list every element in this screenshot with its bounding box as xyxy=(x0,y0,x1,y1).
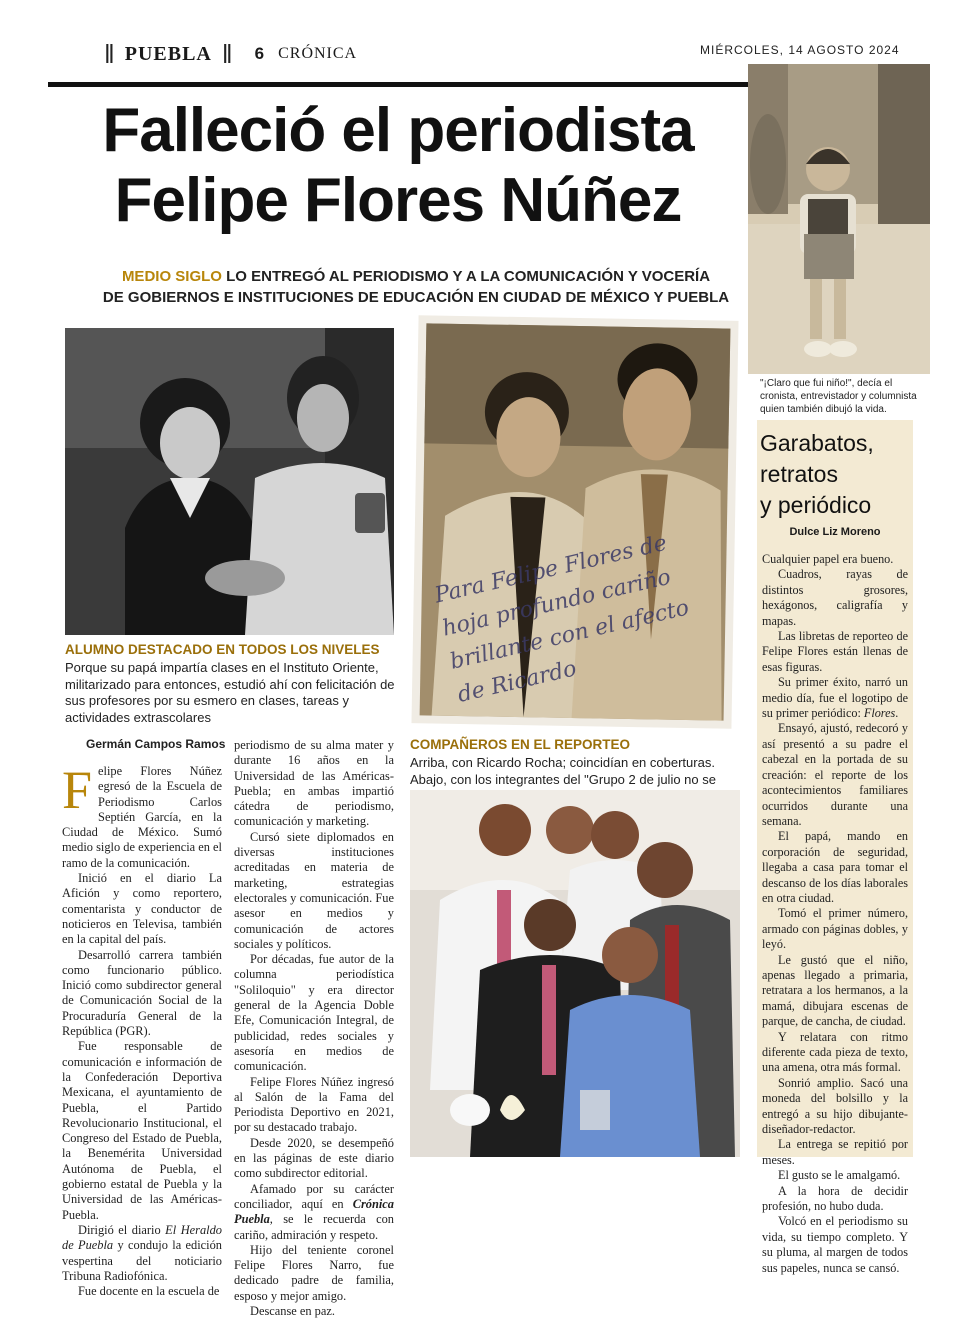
page-number: 6 xyxy=(254,44,265,63)
subheadline xyxy=(86,266,746,308)
paragraph: A la hora de decidir profesión, no hubo duda. xyxy=(762,1183,908,1214)
paragraph: Por décadas, fue autor de la columna periodística "Soliloquio" y era director general de la Agencia Doble Efe, Comunicación Integral, de publicidad, redes sociales y asesoría en medios de comunicación. xyxy=(234,952,394,1074)
article-column-1 xyxy=(62,760,223,1299)
paragraph: Su primer éxito, narró un medio día, fue el logotipo de su primer periódico: Flores. xyxy=(762,675,908,721)
article-byline: Germán Campos Ramos xyxy=(86,737,226,751)
paragraph: elipe Flores Núñez egresó de la Escuela de Periodismo Carlos Septién García, en la Ciudad de México. Sumó medio siglo de experiencia en el ramo de la comunicación. xyxy=(62,764,222,870)
newspaper-name: El Heraldo de Puebla xyxy=(62,1222,222,1253)
sidebar-title-line: Garabatos, xyxy=(760,430,874,456)
autograph-signature: Para Felipe Flores de hoja profundo cariño brillante con el afecto de Ricardo xyxy=(432,530,692,708)
sidebar-text xyxy=(762,552,908,1276)
divider: ‖ xyxy=(104,39,115,69)
paragraph: Ensayó, ajustó, redecoró y así presentó a su padre el cabezal en la portada de su creación: el reporte de los acontecimientos familiares ocurridos durante una semana. xyxy=(762,721,908,828)
sidebar-title-line: y periódico xyxy=(760,492,872,518)
group-photo xyxy=(410,790,740,1157)
autographed-photo xyxy=(411,315,738,729)
text: , se le recuerda con cariño, admiración y respeto. xyxy=(234,1212,394,1242)
paragraph: Tomó el primer número, armado con páginas dobles, y leyó. xyxy=(762,906,908,952)
headline-line-1: Falleció el periodista xyxy=(102,96,694,165)
paragraph xyxy=(62,1223,222,1284)
paragraph: Inició en el diario La Afición y como reportero, comentarista y conductor de noticieros en Televisa, también en la capital del país. xyxy=(62,871,222,947)
paragraph: Hijo del teniente coronel Felipe Flores Narro, fue dedicado padre de familia, esposo y mejor amigo. xyxy=(234,1242,394,1303)
subhead-text: LO ENTREGÓ AL PERIODISMO Y A LA COMUNICACIÓN Y VOCERÍA xyxy=(221,268,711,285)
headline-line-2: Felipe Flores Núñez xyxy=(114,166,682,235)
student-photo-title: ALUMNO DESTACADO EN TODOS LOS NIVELES xyxy=(65,642,380,657)
paragraph: Felipe Flores Núñez ingresó al Salón de la Fama del Periodista Deportivo en 2021, por su destacado trabajo. xyxy=(234,1074,394,1135)
paragraph: Cuadros, rayas de distintos grosores, hexágonos, caligrafía y mapas. xyxy=(762,567,908,628)
paragraph: Fue docente en la escuela de xyxy=(78,1284,220,1299)
sidebar-byline: Dulce Liz Moreno xyxy=(789,526,881,538)
paragraph: El gusto se le amalgamó. xyxy=(778,1168,901,1183)
paragraph xyxy=(234,1182,394,1243)
newspaper-name: Crónica Puebla xyxy=(234,1196,394,1227)
paragraph: Cualquier papel era bueno. xyxy=(762,552,894,566)
sidebar-title-line: retratos xyxy=(760,461,838,487)
paragraph: Sonrió amplio. Sacó una moneda del bolsillo y la entregó a su hijo dibujante-diseñador-redactor. xyxy=(762,1075,908,1137)
paragraph: Le gustó que el niño, apenas llegado a primaria, retratara a los hermanos, a la mamá, dibujara escenas de parque, de cancha, de ciudad. xyxy=(762,952,908,1029)
subhead-line-2: DE GOBIERNOS E INSTITUCIONES DE EDUCACIÓN EN CIUDAD DE MÉXICO Y PUEBLA xyxy=(102,289,730,306)
paragraph: Desde 2020, se desempeñó en las páginas de este diario como subdirector editorial. xyxy=(234,1135,394,1181)
issue-date: MIÉRCOLES, 14 AGOSTO 2024 xyxy=(700,43,900,57)
text: Su primer éxito, narró un medio día, fue el logotipo de su primer periódico: xyxy=(762,675,908,721)
colleagues-photo-title: COMPAÑEROS EN EL REPORTEO xyxy=(410,737,631,752)
subhead-accent: MEDIO SIGLO xyxy=(121,268,222,285)
student-photo xyxy=(65,328,394,635)
text: y condujo la edición vespertina del noticiario Tribuna Radiofónica. xyxy=(62,1238,223,1283)
paragraph: El papá, mando en corporación de seguridad, llegaba a casa para tomar el descanso de los días laborales en otra ciudad. xyxy=(762,829,908,905)
paragraph: periodismo de su alma mater y durante 16 años en la Universidad de las Américas-Puebla; en ambas impartió cátedra de periodismo, comunicación y marketing. xyxy=(234,738,394,829)
child-photo-caption: "¡Claro que fui niño!", decía el cronista, entrevistador y columnista quien también dibujó la vida. xyxy=(760,378,917,415)
article-column-2 xyxy=(234,738,394,1319)
dropcap: F xyxy=(62,760,93,820)
paragraph: Descanse en paz. xyxy=(250,1303,335,1318)
divider: ‖ xyxy=(221,39,233,69)
section-name: PUEBLA xyxy=(124,42,212,65)
sidebar-title xyxy=(760,428,920,521)
text: Afamado por su carácter conciliador, aquí en xyxy=(234,1181,394,1211)
paragraph: Desarrolló carrera también como funcionario público. Inició como subdirector general de Comunicación Social de la Procuraduría General de la República (PGR). xyxy=(62,947,222,1039)
colleagues-photo-text: Arriba, con Ricardo Rocha; coincidían en coberturas. Abajo, con los integrantes del "Grupo 2 de julio no se xyxy=(410,755,716,787)
student-photo-text: Porque su papá impartía clases en el Instituto Oriente, militarizado para entonces, estudió ahí con felicitación de sus profesores por su esmero en clases, tareas y actividades extrascolares xyxy=(65,660,395,725)
paragraph: Cursó siete diplomados en diversas instituciones acreditadas en materia de marketing, estrategias electorales y comunicación. Fue asesor en medios y comunicación de actores sociales y políticos. xyxy=(234,829,394,951)
paragraph: Las libretas de reporteo de Felipe Flores están llenas de esas figuras. xyxy=(762,629,908,674)
masthead xyxy=(104,40,357,68)
headline xyxy=(48,96,748,236)
paragraph: Y relatara con ritmo diferente cada pieza de texto, una amena, otra más formal. xyxy=(762,1029,908,1075)
paragraph: Fue responsable de comunicación e información de la Confederación Deportiva Mexicana, el ayuntamiento de Puebla, el Partido Revolucionario Institucional, el Congreso del Estado de Puebla, la Benemérita Universidad Autónoma de Puebla, el gobierno estatal de Puebla y la Universidad de las Américas-Puebla. xyxy=(62,1039,222,1222)
first-paper-name: Flores xyxy=(863,706,896,721)
text: Dirigió el diario xyxy=(78,1222,166,1237)
child-photo xyxy=(748,64,930,374)
paragraph: Volcó en el periodismo su vida, su tiempo completo. Y su pluma, al margen de todos sus papeles, nunca se cansó. xyxy=(762,1214,908,1275)
newspaper-brand: CRÓNICA xyxy=(278,45,358,62)
paragraph: La entrega se repitió por meses. xyxy=(762,1137,908,1167)
